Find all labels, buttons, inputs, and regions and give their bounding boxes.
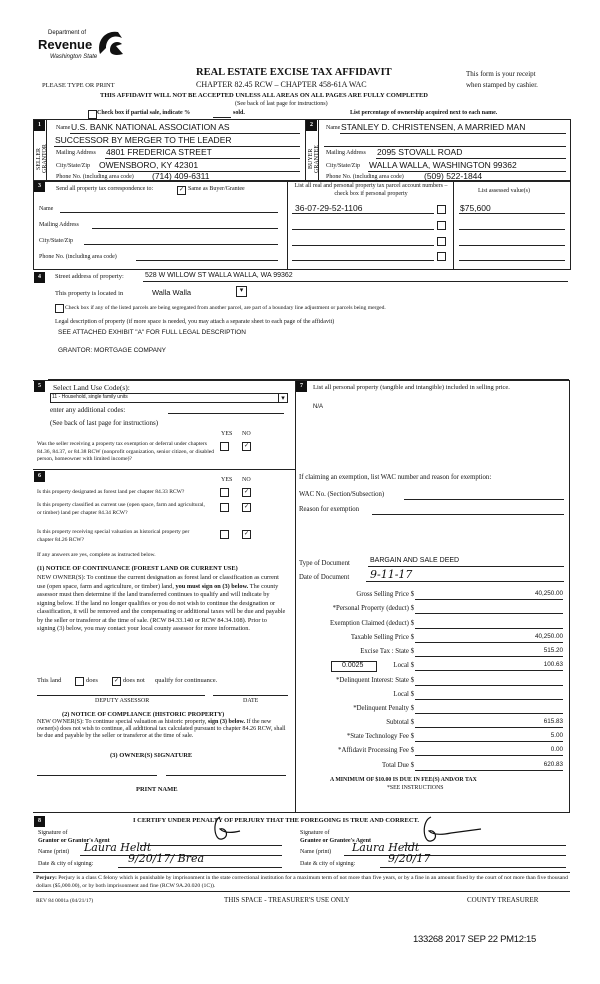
fee-label: Local $ — [393, 662, 414, 669]
fee-value[interactable]: 100.63 — [543, 661, 563, 668]
local-rate-box[interactable] — [331, 661, 377, 672]
minimum-due-note: A MINIMUM OF $10.00 IS DUE IN FEE(S) AND/OR TAX — [330, 777, 477, 783]
notice-continuance-text — [37, 574, 287, 634]
label: Mailing Address — [56, 150, 96, 156]
historic-question: Is this property receiving special valuation as historical property per chapter 84.26 RCW? — [37, 529, 190, 543]
personal-property-checkbox[interactable] — [437, 205, 446, 214]
fee-field-line — [415, 670, 563, 671]
does-not-checkbox[interactable]: ✓ — [113, 678, 120, 684]
parcel-header: List all real and personal property tax parcel account numbers – check box if personal property — [294, 183, 448, 197]
corr-mail-field[interactable] — [92, 228, 278, 229]
form-title: REAL ESTATE EXCISE TAX AFFIDAVIT — [196, 67, 392, 78]
label: Signature of — [38, 830, 68, 836]
text: NEW OWNER(S): To continue the current designation as forest land or classification as current use (open space, farm and agriculture, or timber) land, — [37, 574, 279, 590]
no-checkbox[interactable]: ✓ — [243, 504, 250, 510]
label: City/State/Zip — [56, 163, 90, 169]
send-correspondence-label: Send all property tax correspondence to: — [56, 186, 154, 192]
text: The county assessor must then determine if the land transferred continues to qualify and will indicate by signing below. If the land no longer qualifies or you do not wish to continue the designation or classification, it will be removed and the compensating or additional taxes will be due and payable by the seller or transferor at the time of sale. (RCW 84.33.140 or RCW 84.34.108). Prior to signing (3) below, you may contact your local county assessor for more information. — [37, 582, 286, 632]
label: Signature of — [300, 830, 330, 836]
chapter-line: CHAPTER 82.45 RCW – CHAPTER 458-61A WAC — [196, 80, 367, 89]
segregated-label: Check box if any of the listed parcels are being segregated from another parcel, are part of a boundary line adjustment or parcels being merged. — [65, 305, 386, 311]
seller-mailing-address[interactable]: 4801 FREDERICA STREET — [106, 147, 212, 157]
fee-value[interactable]: 620.83 — [543, 761, 563, 768]
wac-label: WAC No. (Section/Subsection) — [299, 491, 385, 498]
fee-field-line — [415, 699, 563, 700]
fee-value[interactable]: 0.00 — [550, 746, 563, 753]
partial-sale-checkbox[interactable] — [88, 110, 97, 119]
additional-codes-field[interactable] — [168, 413, 284, 414]
logo-mark-icon — [96, 28, 126, 58]
print-name-label: PRINT NAME — [136, 786, 178, 793]
text-bold: sign (3) below. — [207, 719, 245, 725]
underline — [380, 867, 566, 868]
fee-label: Exemption Claimed (deduct) $ — [330, 620, 414, 627]
seller-phone[interactable]: (714) 409-6311 — [152, 171, 210, 181]
additional-codes-label: enter any additional codes: — [50, 406, 126, 414]
underline — [105, 158, 300, 159]
no-checkbox[interactable]: ✓ — [243, 531, 250, 537]
notice-compliance-text — [37, 719, 289, 740]
yes-checkbox[interactable] — [220, 530, 229, 539]
segregated-checkbox[interactable] — [55, 304, 64, 313]
county-select[interactable]: Walla Walla — [152, 288, 192, 297]
no-header: NO — [242, 431, 251, 437]
deputy-assessor-line[interactable] — [37, 695, 205, 696]
current-use-question: Is this property classified as current use (open space, farm and agricultural, or timber) land per chapter 84.34 RCW? — [37, 502, 205, 516]
please-type: PLEASE TYPE OR PRINT — [42, 82, 115, 89]
seller-city[interactable]: OWENSBORO, KY 42301 — [99, 160, 199, 170]
reason-label: Reason for exemption — [299, 506, 360, 513]
underline — [368, 566, 564, 567]
grantor-date-city[interactable]: 9/20/17/ Brea — [128, 852, 205, 865]
personal-property-value[interactable]: N/A — [313, 404, 324, 410]
label: Name — [39, 206, 54, 212]
section-number: 5 — [34, 381, 45, 392]
treasurer-stamp: 133268 2017 SEP 22 PM12:15 — [413, 934, 537, 945]
buyer-phone[interactable]: (509) 522-1844 — [424, 171, 483, 181]
wac-field[interactable] — [404, 499, 564, 500]
text: If the new owner(s) does not wish to continue, all additional tax calculated pursuant to chapter 84.26 RCW, shall be due and payable by the seller or transferor at the time of sale. — [37, 719, 286, 739]
assessed-value[interactable]: $75,600 — [460, 203, 491, 213]
value-line[interactable] — [459, 260, 565, 261]
fee-label: Gross Selling Price $ — [356, 591, 414, 598]
fee-value[interactable]: 40,250.00 — [534, 590, 563, 597]
partial-percent-field — [213, 117, 231, 118]
underline — [376, 158, 566, 159]
does-not-label: does not — [123, 677, 145, 684]
fee-field-line — [415, 656, 563, 657]
fee-label: Total Due $ — [382, 762, 414, 769]
deputy-assessor-label: DEPUTY ASSESSOR — [95, 698, 150, 704]
label: Grantee or Grantee's Agent — [300, 838, 372, 844]
no-checkbox[interactable]: ✓ — [243, 489, 250, 495]
county-dropdown-icon[interactable]: ▾ — [236, 286, 247, 297]
label: City/State/Zip — [326, 163, 360, 169]
fee-field-line — [415, 770, 563, 771]
see-instructions-note: *SEE INSTRUCTIONS — [387, 785, 444, 791]
street-address-label: Street address of property: — [55, 273, 124, 280]
yes-checkbox[interactable] — [220, 442, 229, 451]
section-number: 1 — [34, 120, 45, 131]
grantor-signature-field[interactable] — [140, 845, 282, 846]
exemption-question: Was the seller receiving a property tax exemption or deferral under chapters 84.36, 84.37, or 84.38 RCW (nonprofit organization, senior citizen, or disabled person, homeowner with limited income)? — [37, 441, 215, 462]
owner-signature-line[interactable] — [166, 775, 286, 776]
fee-field-line — [415, 741, 563, 742]
buyer-grantee-label: BUYER GRANTEE — [308, 145, 320, 173]
fee-field-line — [415, 628, 563, 629]
forest-land-question: Is this property designated as forest land per chapter 84.33 RCW? — [37, 489, 185, 495]
value-line — [459, 213, 565, 214]
fee-field-line — [415, 685, 563, 686]
parcel-number[interactable]: 36-07-29-52-1106 — [295, 203, 363, 213]
receipt-line1: This form is your receipt — [466, 70, 536, 78]
label: Date & city of signing: — [38, 861, 94, 867]
divider — [48, 379, 569, 380]
fee-value[interactable]: 5.00 — [550, 732, 563, 739]
section-number: 2 — [306, 120, 317, 131]
perjury-notice — [36, 874, 569, 890]
owner-signature-line[interactable] — [37, 775, 157, 776]
grantor-print-name[interactable]: Laura Heldt — [84, 841, 152, 854]
no-header: NO — [242, 477, 251, 483]
personal-property-checkbox[interactable] — [437, 237, 446, 246]
fee-value[interactable]: 515.20 — [543, 647, 563, 654]
fee-field-line — [415, 599, 563, 600]
notice-compliance-title: (2) NOTICE OF COMPLIANCE (HISTORIC PROPERTY) — [62, 711, 225, 718]
grantee-print-name[interactable]: Laura Heldt — [352, 841, 420, 854]
yes-header: YES — [221, 477, 233, 483]
parcel-line[interactable] — [292, 260, 434, 261]
legal-description-label: Legal description of property (if more space is needed, you may attach a separate sheet to each page of the affidavit) — [55, 319, 335, 325]
divider — [295, 380, 296, 812]
underline — [344, 855, 566, 856]
legal-description-line[interactable]: SEE ATTACHED EXHIBIT "A" FOR FULL LEGAL DESCRIPTION — [58, 329, 246, 336]
logo-state: Washington State — [50, 54, 98, 60]
receipt-line2: when stamped by cashier. — [466, 81, 538, 89]
does-checkbox[interactable] — [75, 677, 84, 686]
label: Mailing Address — [39, 222, 79, 228]
text-bold: Perjury: — [36, 875, 57, 881]
yes-header: YES — [221, 431, 233, 437]
fee-label: Excise Tax : State $ — [360, 648, 414, 655]
percent-note: List percentage of ownership acquired next to each name. — [350, 110, 498, 116]
doc-type-value[interactable]: BARGAIN AND SALE DEED — [370, 557, 460, 564]
label: Grantor or Grantor's Agent — [38, 838, 110, 844]
warning-line: THIS AFFIDAVIT WILL NOT BE ACCEPTED UNLESS ALL AREAS ON ALL PAGES ARE FULLY COMPLETED — [100, 92, 428, 99]
underline — [340, 133, 566, 134]
fee-value[interactable]: 615.83 — [543, 718, 563, 725]
fee-label: Subtotal $ — [386, 719, 414, 726]
exemption-label: If claiming an exemption, list WAC number and reason for exemption: — [299, 474, 492, 481]
fee-label: *Personal Property (deduct) $ — [332, 605, 414, 612]
label: Name — [56, 125, 71, 131]
divider — [33, 891, 570, 892]
divider — [33, 812, 570, 813]
text-bold: you must sign on (3) below. — [175, 582, 249, 590]
form-revision: REV 84 0001a (04/21/17) — [36, 898, 94, 904]
section-number: 3 — [34, 181, 45, 192]
label: Name (print) — [38, 849, 70, 855]
underline — [118, 867, 282, 868]
grantee-date-city[interactable]: 9/20/17 — [388, 852, 431, 865]
fee-field-line — [415, 613, 563, 614]
see-back: (See back of last page for instructions) — [235, 101, 328, 107]
fee-field-line — [415, 727, 563, 728]
date-line[interactable] — [213, 695, 288, 696]
personal-property-checkbox[interactable] — [437, 221, 446, 230]
buyer-city[interactable]: WALLA WALLA, WASHINGTON 99362 — [369, 160, 517, 170]
notice-continuance-title: (1) NOTICE OF CONTINUANCE (FOREST LAND OR CURRENT USE) — [37, 565, 238, 572]
underline — [70, 133, 300, 134]
buyer-name[interactable]: STANLEY D. CHRISTENSEN, A MARRIED MAN — [341, 122, 526, 132]
seller-name-line2[interactable]: SUCCESSOR BY MERGER TO THE LEADER — [55, 135, 232, 145]
see-back-note: (See back of last page for instructions) — [50, 419, 159, 427]
seller-name[interactable]: U.S. BANK NATIONAL ASSOCIATION AS — [71, 122, 230, 132]
text: Perjury is a class C felony which is punishable by imprisonment in the state correctional institution for a maximum term of not more than five years, or by a fine in an amount fixed by the court of not more than five thousand dollars ($5,000.00), or by both imprisonment and fine (RCW 9A.20.020 (1C)). — [36, 875, 568, 889]
fee-label: *Affidavit Processing Fee $ — [338, 747, 414, 754]
doc-date-label: Date of Document — [299, 574, 350, 581]
land-use-label: Select Land Use Code(s): — [53, 383, 130, 392]
text: NEW OWNER(S): To continue special valuation as historic property, — [37, 719, 207, 725]
qualify-label: qualify for continuance. — [155, 677, 218, 684]
does-label: does — [86, 677, 98, 684]
corr-phone-field[interactable] — [136, 260, 278, 261]
underline — [366, 581, 564, 582]
fee-field-line — [415, 713, 563, 714]
value-line[interactable] — [459, 245, 565, 246]
fee-label: *Delinquent Interest: State $ — [336, 677, 414, 684]
seller-grantor-label: SELLER GRANTOR — [36, 144, 48, 174]
fee-field-line — [415, 755, 563, 756]
grantor-signature-icon — [210, 815, 250, 845]
parcel-line[interactable] — [292, 245, 434, 246]
label: Phone No. (including area code) — [56, 174, 134, 180]
doc-date-value[interactable]: 9-11-17 — [370, 568, 413, 581]
certify-statement: I CERTIFY UNDER PENALTY OF PERJURY THAT THE FOREGOING IS TRUE AND CORRECT. — [133, 817, 420, 824]
divider — [33, 872, 570, 873]
section-number: 7 — [296, 381, 307, 392]
same-as-buyer-label: Same as Buyer/Grantee — [188, 186, 245, 192]
located-in-label: This property is located in — [55, 290, 124, 297]
fee-label: *Delinquent Penalty $ — [353, 705, 414, 712]
buyer-mailing-address[interactable]: 2095 STOVALL ROAD — [377, 147, 463, 157]
this-land-label: This land — [37, 677, 62, 684]
treasurer-use-label: THIS SPACE - TREASURER'S USE ONLY — [224, 896, 350, 904]
label: Date & city of signing: — [300, 861, 356, 867]
corr-name-field[interactable] — [60, 212, 278, 213]
county-treasurer-label: COUNTY TREASURER — [467, 896, 539, 904]
owner-signature-title: (3) OWNER(S) SIGNATURE — [110, 752, 193, 759]
logo-dept: Department of — [48, 30, 87, 36]
divider — [453, 180, 454, 269]
personal-property-label: List all personal property (tangible and intangible) included in selling price. — [313, 384, 510, 391]
legal-description-line[interactable]: GRANTOR: MORTGAGE COMPANY — [58, 347, 166, 354]
underline — [143, 281, 568, 282]
corr-city-field[interactable] — [84, 244, 278, 245]
label: Mailing Address — [326, 150, 366, 156]
grantee-signature-icon — [415, 815, 485, 847]
logo-revenue: Revenue — [38, 37, 93, 52]
if-yes-note: If any answers are yes, complete as instructed below. — [37, 552, 156, 558]
sold-label: sold. — [233, 110, 245, 116]
no-checkbox[interactable]: ✓ — [243, 443, 250, 449]
local-rate: 0.0025 — [342, 662, 364, 669]
label: Phone No. (including area code) — [39, 254, 117, 260]
fee-label: Local $ — [393, 691, 414, 698]
doc-type-label: Type of Document — [299, 560, 350, 567]
section-number: 6 — [34, 471, 45, 482]
street-address[interactable]: 528 W WILLOW ST WALLA WALLA, WA 99362 — [145, 272, 293, 279]
fee-value[interactable]: 40,250.00 — [534, 633, 563, 640]
same-as-buyer-checkbox[interactable]: ✓ — [178, 187, 185, 193]
fee-label: Taxable Selling Price $ — [350, 634, 414, 641]
divider — [287, 180, 288, 269]
land-use-value: 11 - Household, single family units — [52, 394, 128, 400]
divider — [33, 469, 295, 470]
label: Phone No. (including area code) — [326, 174, 404, 180]
label: City/State/Zip — [39, 238, 73, 244]
assessed-value-header: List assessed value(s) — [478, 188, 530, 194]
yes-checkbox[interactable] — [220, 503, 229, 512]
date-label: DATE — [243, 698, 259, 704]
parcel-line — [292, 213, 434, 214]
partial-sale-label: Check box if partial sale, indicate % — [97, 110, 191, 116]
value-line[interactable] — [459, 229, 565, 230]
parcel-line[interactable] — [292, 229, 434, 230]
dropdown-arrow-icon[interactable]: ▾ — [278, 394, 287, 402]
reason-field[interactable] — [372, 514, 564, 515]
section-number: 8 — [34, 816, 45, 827]
label: Name — [326, 125, 341, 131]
yes-checkbox[interactable] — [220, 488, 229, 497]
personal-property-checkbox[interactable] — [437, 252, 446, 261]
section-number: 4 — [34, 272, 45, 283]
label: Name (print) — [300, 849, 332, 855]
fee-field-line — [415, 642, 563, 643]
fee-label: *State Technology Fee $ — [346, 733, 414, 740]
land-use-select[interactable] — [50, 393, 288, 403]
